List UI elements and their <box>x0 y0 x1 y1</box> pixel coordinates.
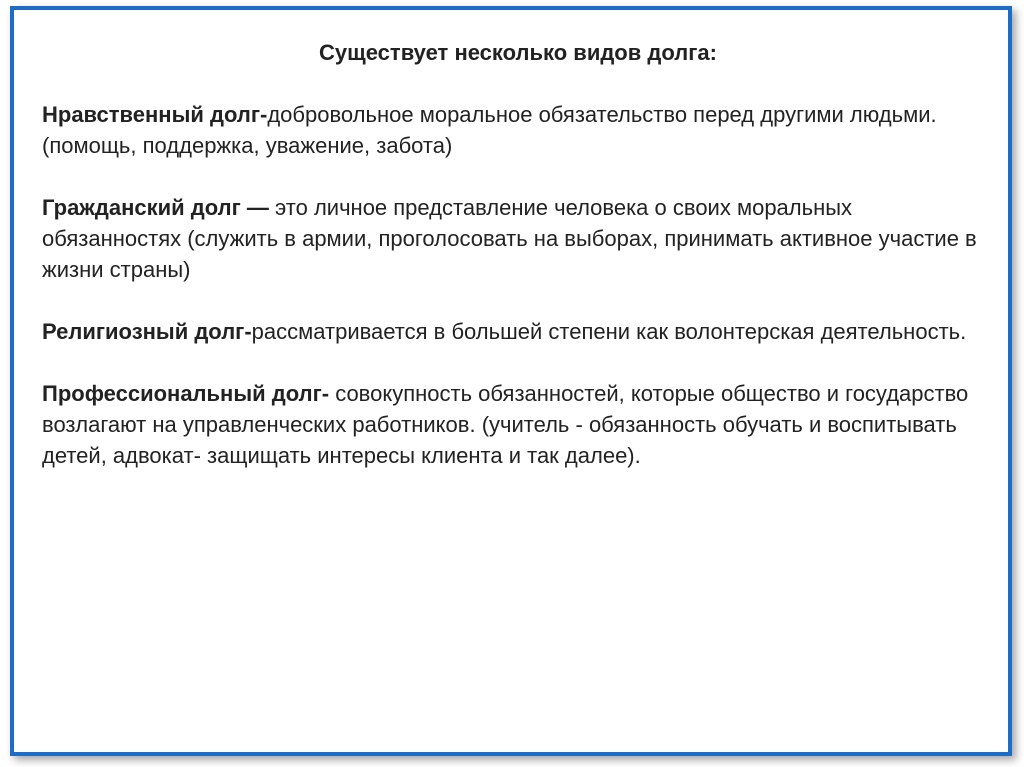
paragraph-professional-duty <box>42 378 992 471</box>
slide-content <box>42 37 992 502</box>
definition-moral-duty: добровольное моральное обязательство перед другими людьми. (помощь, поддержка, уважение, забота) <box>42 102 937 158</box>
slide-frame <box>10 6 1012 756</box>
definition-professional-duty: совокупность обязанностей, которые общество и государство возлагают на управленческих работников. (учитель - обязанность обучать и воспитывать детей, адвокат- защищать интересы клиента и так далее). <box>42 381 969 468</box>
slide-heading: Существует несколько видов долга: <box>319 40 717 65</box>
definition-religious-duty: рассматривается в большей степени как волонтерская деятельность. <box>251 319 967 344</box>
term-religious-duty: Религиозный долг- <box>42 319 252 344</box>
paragraph-civic-duty <box>42 192 992 285</box>
term-civic-duty: Гражданский долг — <box>42 195 276 220</box>
term-moral-duty: Нравственный долг- <box>42 102 268 127</box>
paragraph-religious-duty <box>42 316 992 347</box>
definition-civic-duty: это личное представление человека о своих моральных обязанностях (служить в армии, проголосовать на выборах, принимать активное участие в жизни страны) <box>42 195 977 282</box>
term-professional-duty: Профессиональный долг- <box>42 381 336 406</box>
paragraph-moral-duty <box>42 99 992 161</box>
